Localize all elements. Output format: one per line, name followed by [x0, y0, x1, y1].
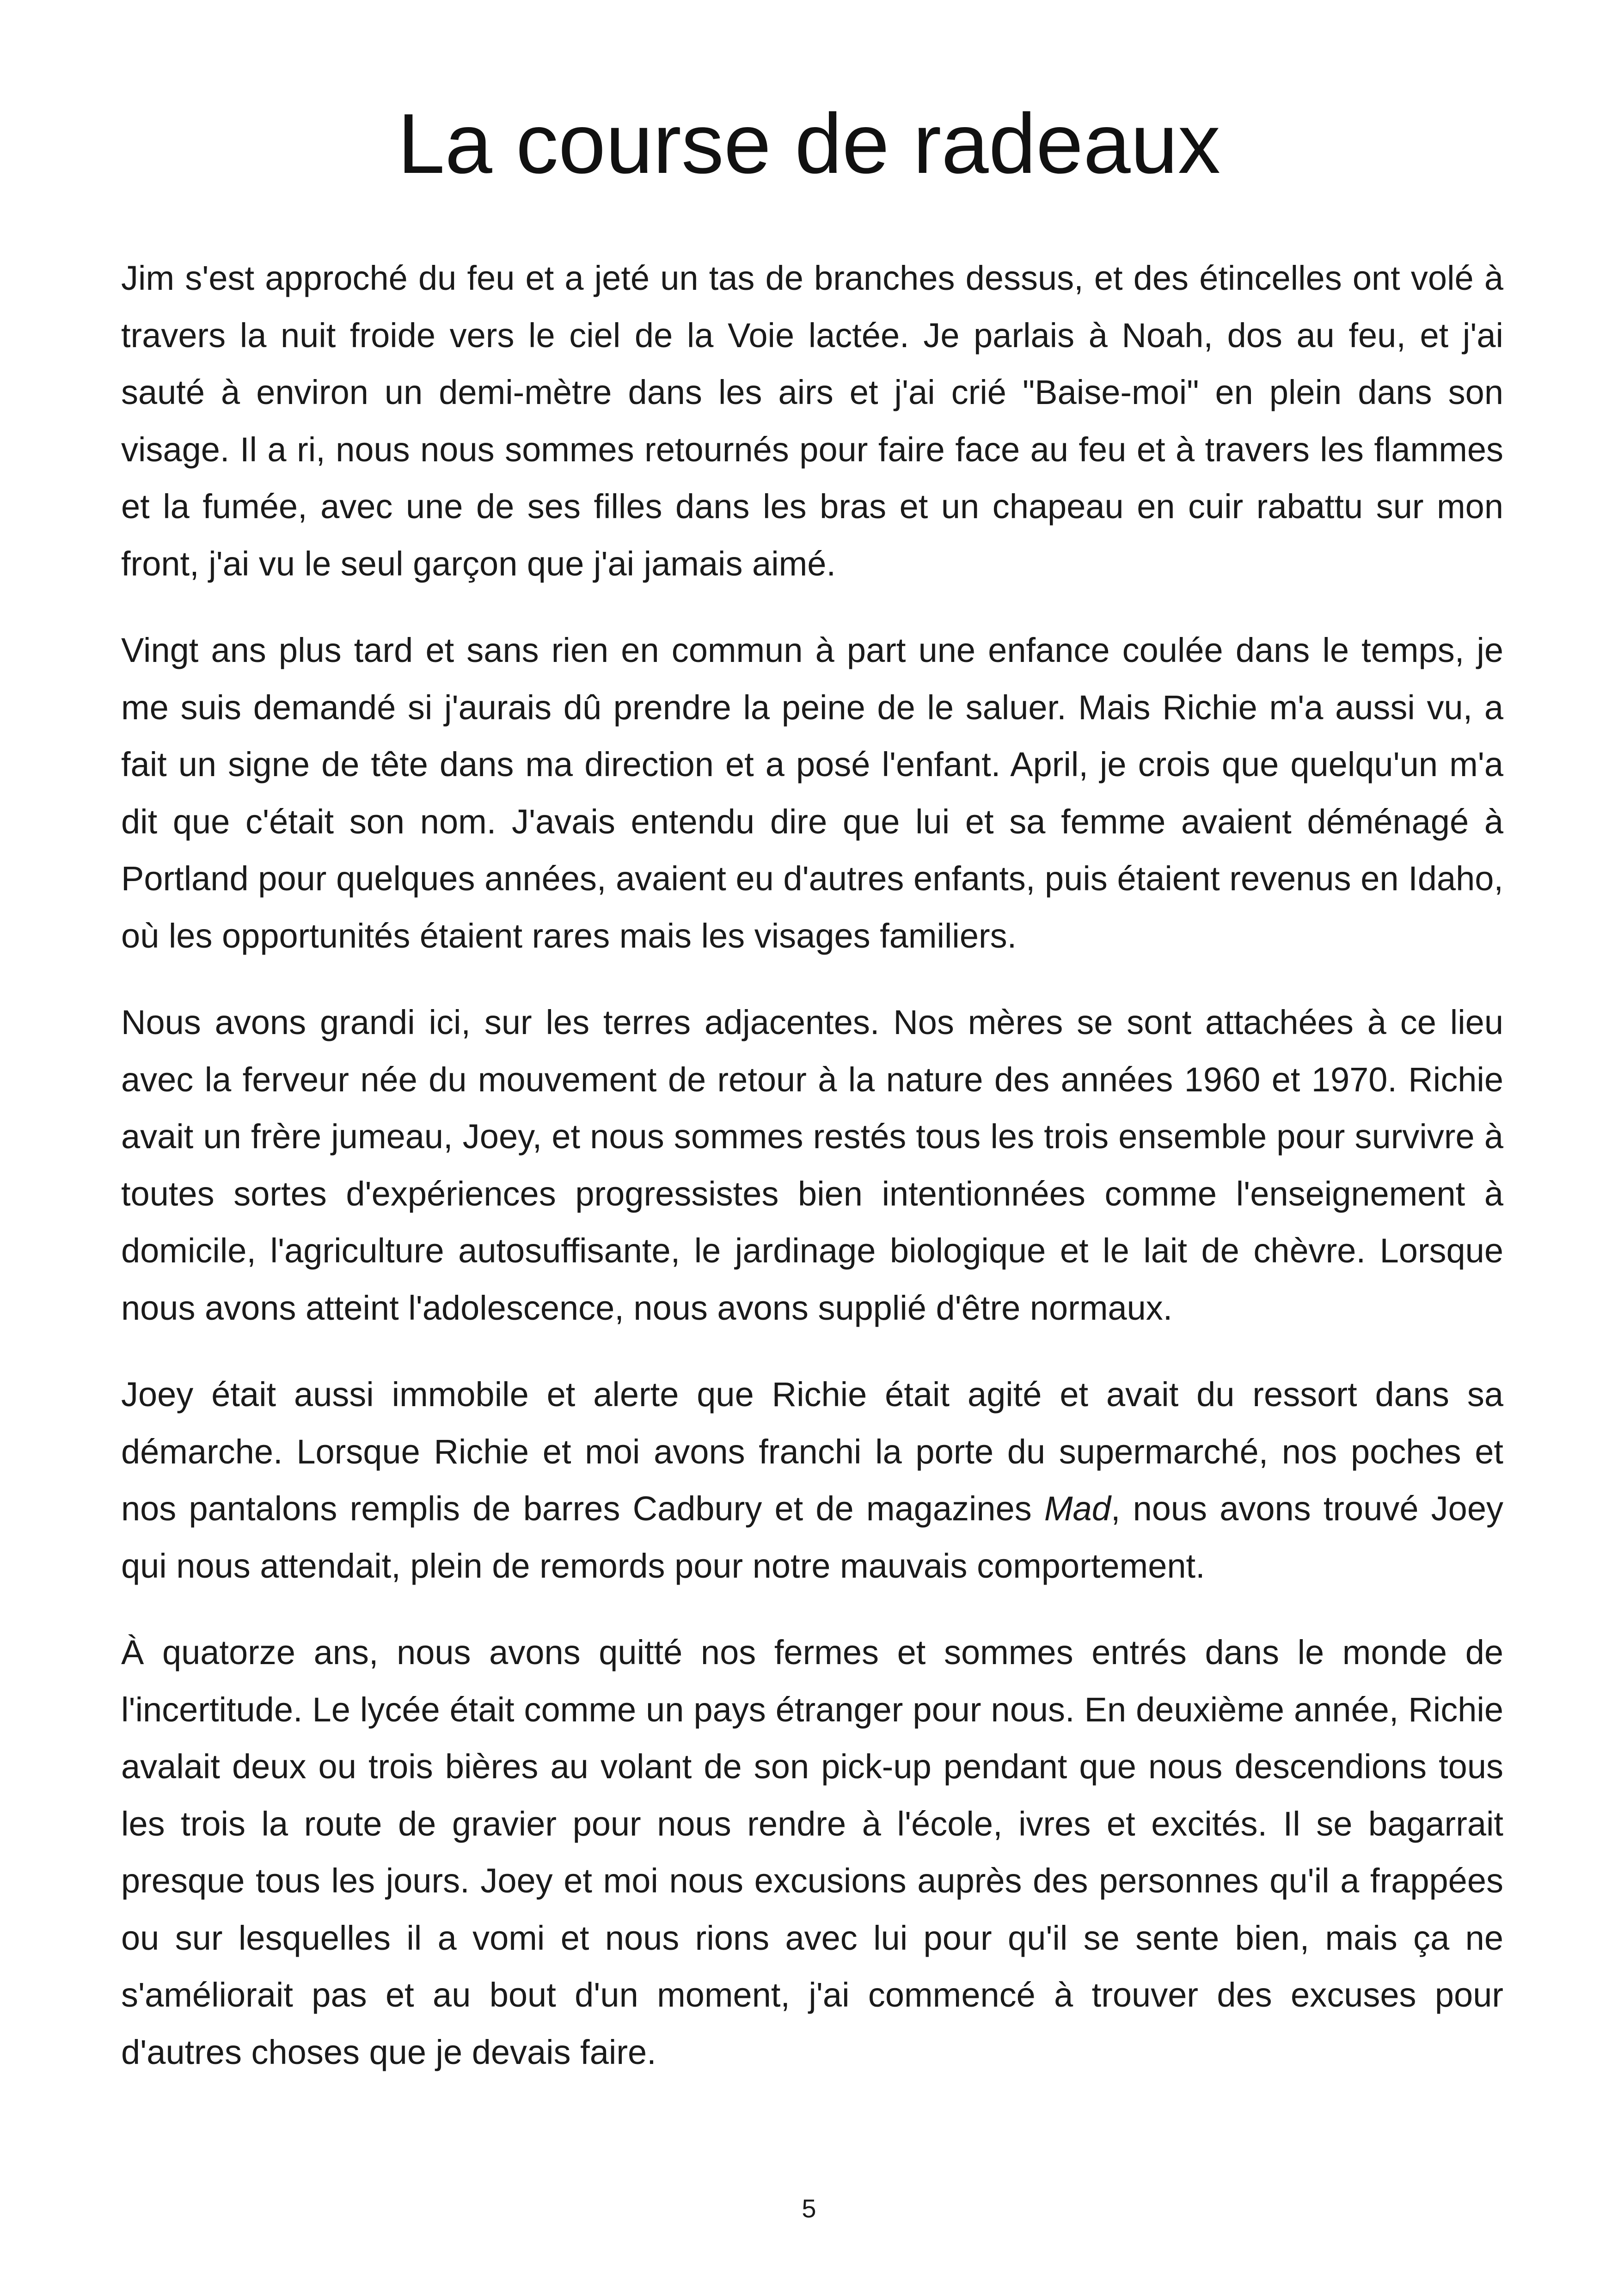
body-text [121, 250, 1503, 2110]
paragraph-1: Jim s'est approché du feu et a jeté un tas de branches dessus, et des étincelles ont volé à travers la nuit froide vers le ciel de la Voie lactée. Je parlais à Noah, dos au feu, et j'ai sauté à environ un demi-mètre dans les airs et j'ai crié "Baise-moi" en plein dans son visage. Il a ri, nous nous sommes retournés pour faire face au feu et à travers les flammes et la fumée, avec une de ses filles dans les bras et un chapeau en cuir rabattu sur mon front, j'ai vu le seul garçon que j'ai jamais aimé. [121, 259, 1503, 583]
paragraph-2: Vingt ans plus tard et sans rien en commun à part une enfance coulée dans le temps, je me suis demandé si j'aurais dû prendre la peine de le saluer. Mais Richie m'a aussi vu, a fait un signe de tête dans ma direction et a posé l'enfant. April, je crois que quelqu'un m'a dit que c'était son nom. J'avais entendu dire que lui et sa femme avaient déménagé à Portland pour quelques années, avaient eu d'autres enfants, puis étaient revenus en Idaho, où les opportunités étaient rares mais les visages familiers. [121, 631, 1503, 955]
page-number: 5 [802, 2194, 816, 2223]
paragraph-4 [121, 1366, 1503, 1594]
paragraph-5: À quatorze ans, nous avons quitté nos fermes et sommes entrés dans le monde de l'incertitude. Le lycée était comme un pays étranger pour nous. En deuxième année, Richie avalait deux ou trois bières au volant de son pick-up pendant que nous descendions tous les trois la route de gravier pour nous rendre à l'école, ivres et excités. Il se bagarrait presque tous les jours. Joey et moi nous excusions auprès des personnes qu'il a frappées ou sur lesquelles il a vomi et nous rions avec lui pour qu'il se sente bien, mais ça ne s'améliorait pas et au bout d'un moment, j'ai commencé à trouver des excuses pour d'autres choses que je devais faire. [121, 1633, 1503, 2071]
paragraph-3: Nous avons grandi ici, sur les terres adjacentes. Nos mères se sont attachées à ce lieu avec la ferveur née du mouvement de retour à la nature des années 1960 et 1970. Richie avait un frère jumeau, Joey, et nous sommes restés tous les trois ensemble pour survivre à toutes sortes d'expériences progressistes bien intentionnées comme l'enseignement à domicile, l'agriculture autosuffisante, le jardinage biologique et le lait de chèvre. Lorsque nous avons atteint l'adolescence, nous avons supplié d'être normaux. [121, 1003, 1503, 1327]
paragraph-4-text-after: , nous avons trouvé Joey qui nous attendait, plein de remords pour notre mauvais comportement. [121, 1489, 1503, 1585]
paragraph-4-text-before: Joey était aussi immobile et alerte que Richie était agité et avait du ressort dans sa démarche. Lorsque Richie et moi avons franchi la porte du supermarché, nos poches et nos pantalons remplis de barres Cadbury et de magazines [121, 1375, 1503, 1528]
paragraph-4-italic-title: Mad [1044, 1489, 1111, 1528]
page-title: La course de radeaux [398, 96, 1220, 191]
